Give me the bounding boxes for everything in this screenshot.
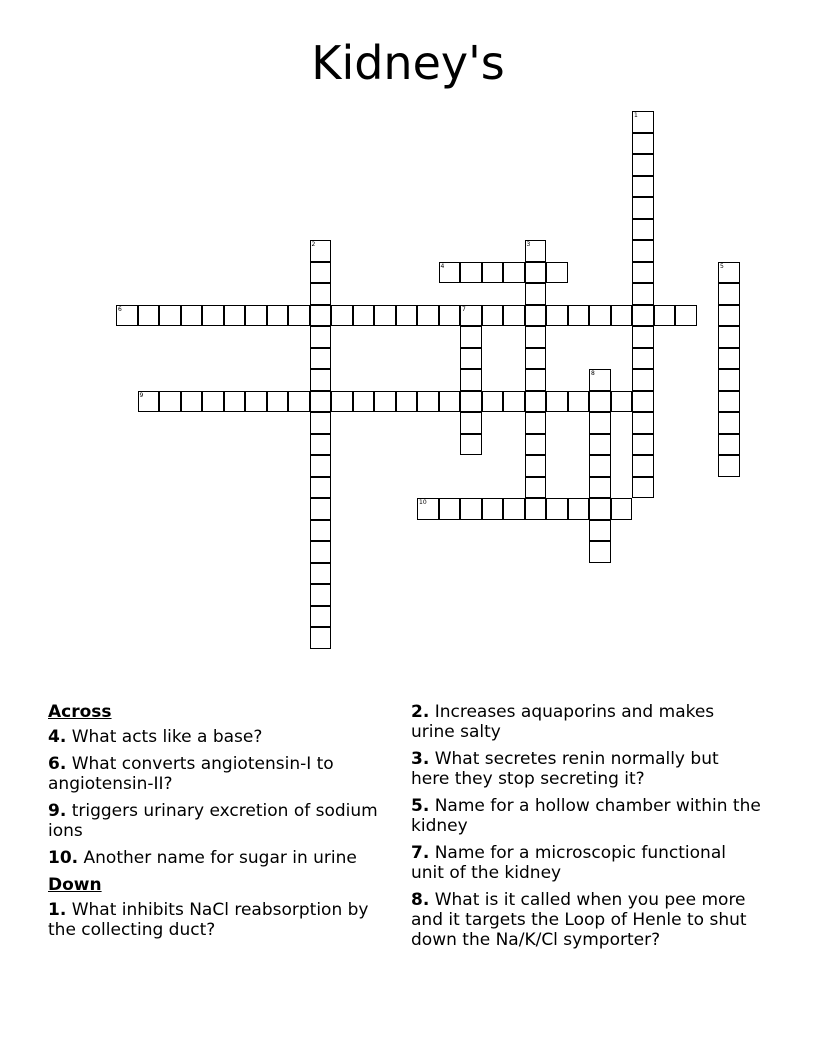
crossword-cell[interactable] (632, 111, 654, 133)
crossword-cell[interactable] (525, 240, 547, 262)
crossword-cell[interactable] (632, 176, 654, 198)
crossword-cell[interactable] (245, 305, 267, 327)
crossword-cell[interactable] (568, 391, 590, 413)
crossword-cell[interactable] (718, 348, 740, 370)
crossword-cell[interactable] (310, 520, 332, 542)
crossword-cell[interactable] (525, 498, 547, 520)
crossword-cell[interactable] (675, 305, 697, 327)
across-clue-list (48, 727, 398, 868)
down-clue-list-left (48, 900, 398, 940)
cell-number: 4 (440, 262, 445, 270)
crossword-cell[interactable] (525, 477, 547, 499)
clue-item (48, 754, 398, 794)
clue-item (48, 801, 398, 841)
crossword-cell[interactable] (632, 391, 654, 413)
clue-text: Another name for sugar in urine (78, 848, 357, 868)
crossword-cell[interactable] (267, 391, 289, 413)
clue-text: Increases aquaporins and makes urine salty (411, 702, 715, 742)
crossword-cell[interactable] (632, 326, 654, 348)
crossword-cell[interactable] (202, 391, 224, 413)
crossword-cell[interactable] (632, 283, 654, 305)
crossword-cell[interactable] (310, 262, 332, 284)
clue-item (411, 796, 761, 836)
clues-left-column (48, 702, 398, 947)
crossword-cell[interactable] (439, 498, 461, 520)
cell-number: 6 (118, 305, 122, 313)
crossword-cell[interactable] (632, 262, 654, 284)
clue-number: 9. (48, 801, 67, 821)
crossword-cell[interactable] (310, 348, 332, 370)
cell-number: 8 (591, 370, 595, 377)
crossword-cell[interactable] (503, 262, 525, 284)
crossword-cell[interactable] (267, 305, 289, 327)
clue-number: 10. (48, 848, 79, 868)
crossword-cell[interactable] (525, 412, 547, 434)
crossword-cell[interactable] (611, 305, 633, 327)
across-heading: Across (48, 702, 112, 722)
crossword-cell[interactable] (525, 455, 547, 477)
crossword-cell[interactable] (632, 154, 654, 176)
crossword-cell[interactable] (482, 262, 504, 284)
crossword-cell[interactable] (632, 197, 654, 219)
clue-text: What acts like a base? (66, 727, 263, 747)
crossword-cell[interactable] (417, 391, 439, 413)
clue-number: 2. (411, 702, 430, 722)
crossword-cell[interactable] (310, 326, 332, 348)
crossword-cell[interactable] (353, 391, 375, 413)
crossword-cell[interactable] (310, 498, 332, 520)
down-heading: Down (48, 875, 102, 895)
crossword-cell[interactable] (396, 391, 418, 413)
crossword-cell[interactable] (245, 391, 267, 413)
clue-text: What converts angiotensin-I to angiotensin-II? (48, 754, 334, 794)
crossword-cell[interactable] (546, 262, 568, 284)
crossword-cell[interactable] (546, 391, 568, 413)
crossword-cell[interactable] (460, 348, 482, 370)
crossword-cell[interactable] (116, 305, 138, 327)
crossword-cell[interactable] (568, 498, 590, 520)
crossword-cell[interactable] (460, 434, 482, 456)
crossword-cell[interactable] (589, 391, 611, 413)
crossword-cell[interactable] (503, 305, 525, 327)
crossword-cell[interactable] (589, 369, 611, 391)
crossword-cell[interactable] (546, 305, 568, 327)
crossword-cell[interactable] (525, 262, 547, 284)
clue-number: 8. (411, 890, 430, 910)
crossword-cell[interactable] (589, 498, 611, 520)
crossword-cell[interactable] (439, 262, 461, 284)
cell-number: 7 (462, 305, 466, 313)
clue-item (48, 848, 398, 868)
crossword-cell[interactable] (632, 305, 654, 327)
crossword-cell[interactable] (525, 283, 547, 305)
crossword-cell[interactable] (310, 606, 332, 628)
clue-item (411, 843, 761, 883)
crossword-cell[interactable] (632, 133, 654, 155)
clue-number: 6. (48, 754, 67, 774)
crossword-cell[interactable] (439, 305, 461, 327)
crossword-cell[interactable] (310, 283, 332, 305)
crossword-cell[interactable] (460, 262, 482, 284)
crossword-cell[interactable] (718, 326, 740, 348)
clue-item (48, 900, 398, 940)
crossword-cell[interactable] (460, 305, 482, 327)
clue-item (411, 890, 761, 950)
crossword-cell[interactable] (460, 412, 482, 434)
crossword-cell[interactable] (632, 240, 654, 262)
clue-number: 7. (411, 843, 430, 863)
crossword-cell[interactable] (568, 305, 590, 327)
crossword-cell[interactable] (310, 477, 332, 499)
crossword-cell[interactable] (202, 305, 224, 327)
crossword-cell[interactable] (374, 305, 396, 327)
crossword-cell[interactable] (503, 391, 525, 413)
crossword-cell[interactable] (611, 391, 633, 413)
crossword-cell[interactable] (718, 434, 740, 456)
crossword-cell[interactable] (654, 305, 676, 327)
crossword-cell[interactable] (159, 391, 181, 413)
crossword-cell[interactable] (525, 369, 547, 391)
crossword-cell[interactable] (525, 434, 547, 456)
crossword-cell[interactable] (589, 455, 611, 477)
crossword-cell[interactable] (310, 627, 332, 649)
crossword-cell[interactable] (439, 391, 461, 413)
crossword-cell[interactable] (310, 412, 332, 434)
crossword-cell[interactable] (138, 305, 160, 327)
crossword-cell[interactable] (417, 498, 439, 520)
crossword-cell[interactable] (718, 391, 740, 413)
crossword-cell[interactable] (546, 498, 568, 520)
clue-item (48, 727, 398, 747)
crossword-cell[interactable] (718, 262, 740, 284)
crossword-cell[interactable] (632, 434, 654, 456)
crossword-cell[interactable] (331, 305, 353, 327)
clue-text: Name for a microscopic functional unit of the kidney (411, 843, 726, 883)
down-clue-list-right (411, 702, 761, 950)
crossword-cell[interactable] (525, 391, 547, 413)
crossword-cell[interactable] (460, 326, 482, 348)
cell-number: 1 (634, 112, 638, 119)
crossword-cell[interactable] (460, 498, 482, 520)
crossword-cell[interactable] (224, 391, 246, 413)
crossword-cell[interactable] (718, 283, 740, 305)
clue-number: 1. (48, 900, 67, 920)
clue-item (411, 749, 761, 789)
crossword-cell[interactable] (460, 369, 482, 391)
clues-right-column (411, 702, 761, 957)
cell-number: 10 (419, 499, 427, 506)
crossword-cell[interactable] (718, 455, 740, 477)
crossword-cell[interactable] (310, 305, 332, 327)
crossword-cell[interactable] (331, 391, 353, 413)
cell-number: 2 (311, 241, 316, 248)
crossword-cell[interactable] (482, 305, 504, 327)
crossword-cell[interactable] (310, 369, 332, 391)
crossword-cell[interactable] (525, 305, 547, 327)
cell-number: 5 (720, 262, 724, 270)
clue-number: 4. (48, 727, 67, 747)
clue-text: What secretes renin normally but here they stop secreting it? (411, 749, 719, 789)
crossword-cell[interactable] (589, 305, 611, 327)
crossword-cell[interactable] (310, 240, 332, 262)
crossword-cell[interactable] (138, 391, 160, 413)
crossword-cell[interactable] (632, 412, 654, 434)
crossword-cell[interactable] (482, 391, 504, 413)
clue-number: 5. (411, 796, 430, 816)
cell-number: 9 (139, 391, 144, 399)
cell-number: 3 (526, 241, 531, 248)
crossword-cell[interactable] (589, 434, 611, 456)
crossword-cell[interactable] (181, 391, 203, 413)
crossword-cell[interactable] (396, 305, 418, 327)
crossword-cell[interactable] (310, 455, 332, 477)
crossword-cell[interactable] (632, 455, 654, 477)
crossword-cell[interactable] (417, 305, 439, 327)
crossword-cell[interactable] (718, 412, 740, 434)
crossword-cell[interactable] (224, 305, 246, 327)
crossword-cell[interactable] (718, 369, 740, 391)
crossword-cell[interactable] (589, 541, 611, 563)
crossword-cell[interactable] (181, 305, 203, 327)
crossword-cell[interactable] (288, 391, 310, 413)
crossword-cell[interactable] (310, 434, 332, 456)
crossword-cell[interactable] (482, 498, 504, 520)
crossword-cell[interactable] (310, 563, 332, 585)
crossword-cell[interactable] (632, 369, 654, 391)
crossword-cell[interactable] (589, 477, 611, 499)
clue-item (411, 702, 761, 742)
crossword-cell[interactable] (310, 391, 332, 413)
crossword-cell[interactable] (460, 391, 482, 413)
clue-number: 3. (411, 749, 430, 769)
crossword-cell[interactable] (589, 520, 611, 542)
crossword-cell[interactable] (632, 477, 654, 499)
crossword-cell[interactable] (525, 326, 547, 348)
crossword-cell[interactable] (310, 584, 332, 606)
crossword-cell[interactable] (503, 498, 525, 520)
crossword-cell[interactable] (374, 391, 396, 413)
crossword-cell[interactable] (632, 219, 654, 241)
crossword-cell[interactable] (310, 541, 332, 563)
crossword-cell[interactable] (589, 412, 611, 434)
clue-text: What inhibits NaCl reabsorption by the collecting duct? (48, 900, 369, 940)
crossword-cell[interactable] (525, 348, 547, 370)
crossword-cell[interactable] (718, 305, 740, 327)
puzzle-title: Kidney's (311, 36, 505, 90)
crossword-cell[interactable] (288, 305, 310, 327)
crossword-cell[interactable] (632, 348, 654, 370)
crossword-cell[interactable] (353, 305, 375, 327)
clue-text: Name for a hollow chamber within the kidney (411, 796, 761, 836)
clue-text: triggers urinary excretion of sodium ions (48, 801, 378, 841)
crossword-cell[interactable] (159, 305, 181, 327)
clue-text: What is it called when you pee more and it targets the Loop of Henle to shut down the Na/K/Cl symporter? (411, 890, 747, 950)
crossword-cell[interactable] (611, 498, 633, 520)
